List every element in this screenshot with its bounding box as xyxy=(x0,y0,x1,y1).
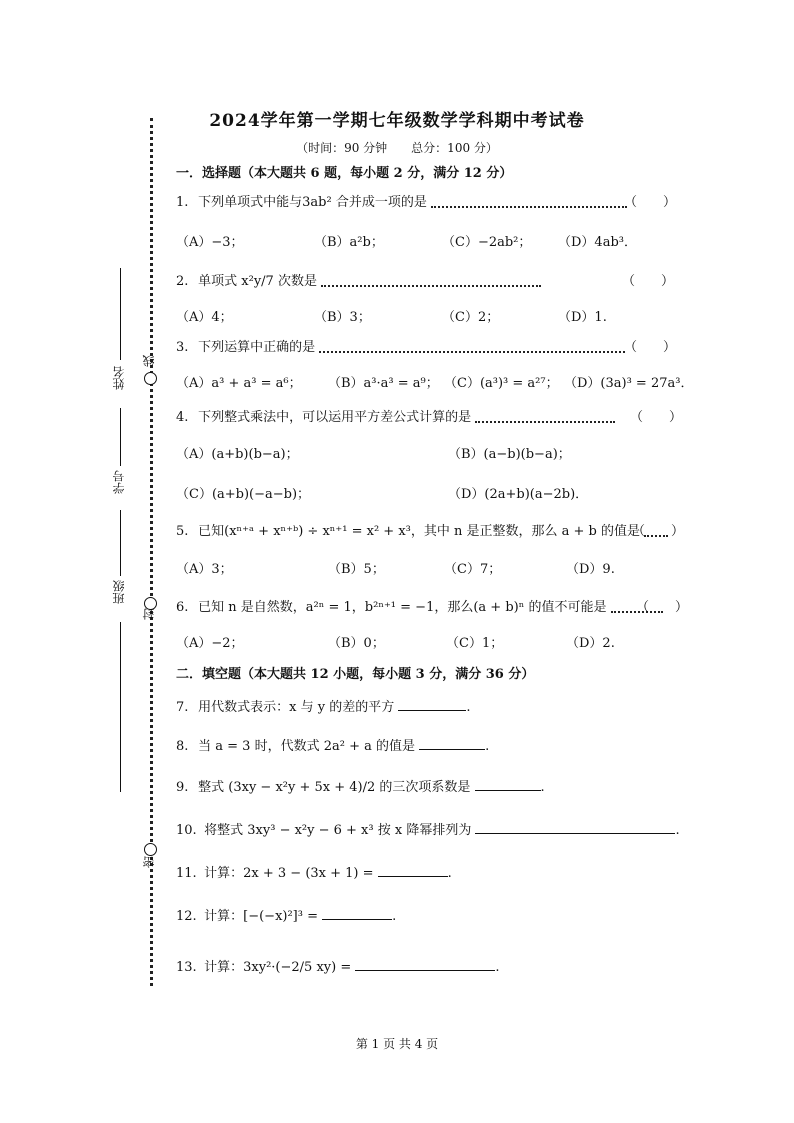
question-text: 已知(xⁿ⁺ᵃ + xⁿ⁺ᵇ) ÷ xⁿ⁺¹ = x² + x³，其中 n 是正整数，那么 a + b 的值是 xyxy=(198,524,641,539)
question-number: 4. xyxy=(176,410,189,425)
question-number: 13. xyxy=(176,960,197,975)
question-2 xyxy=(176,270,541,289)
option-a[interactable]: （A）3； xyxy=(176,562,233,577)
question-number: 2. xyxy=(176,274,189,289)
answer-blank[interactable] xyxy=(475,776,541,791)
answer-bracket[interactable]: （ ） xyxy=(624,195,677,210)
answer-blank[interactable] xyxy=(398,696,466,711)
answer-blank[interactable] xyxy=(475,819,675,834)
class-label: 班级 xyxy=(112,580,126,604)
question-number: 10. xyxy=(176,823,197,838)
option-a[interactable]: （A）a³ + a³ = a⁶； xyxy=(176,376,302,391)
option-c[interactable]: （C）(a+b)(−a−b)； xyxy=(176,487,311,502)
question-9: 9. 整式 (3xy − x²y + 5x + 4)/2 的三次项系数是 . xyxy=(176,776,545,795)
option-c[interactable]: （C）(a³)³ = a²⁷； xyxy=(444,376,559,391)
question-number: 9. xyxy=(176,780,189,795)
answer-bracket[interactable]: （ ） xyxy=(632,524,685,539)
answer-bracket[interactable]: （ ） xyxy=(622,274,675,289)
question-text: 整式 (3xy − x²y + 5x + 4)/2 的三次项系数是 xyxy=(198,780,471,795)
question-text: 下列单项式中能与3ab² 合并成一项的是 xyxy=(198,195,427,210)
question-number: 8. xyxy=(176,739,189,754)
seal-xian-text: 线 xyxy=(142,355,156,367)
leader-dots xyxy=(475,413,615,423)
question-number: 11. xyxy=(176,866,197,881)
question-11: 11. 计算：2x + 3 − (3x + 1) = . xyxy=(176,862,452,881)
binding-ring xyxy=(144,372,157,385)
option-d[interactable]: （D）(3a)³ = 27a³． xyxy=(564,376,694,391)
question-1 xyxy=(176,191,627,210)
option-d[interactable]: （D）9. xyxy=(566,562,615,577)
leader-dots xyxy=(431,198,627,208)
page-number: 第 1 页 共 4 页 xyxy=(355,1037,439,1051)
answer-blank[interactable] xyxy=(378,862,448,877)
question-text: 下列整式乘法中，可以运用平方差公式计算的是 xyxy=(198,410,472,425)
option-b[interactable]: （B）(a−b)(b−a)； xyxy=(448,447,571,462)
question-13: 13. 计算：3xy²·(−2/5 xy) = . xyxy=(176,956,500,975)
answer-blank[interactable] xyxy=(419,735,485,750)
seal-mi-text: 密 xyxy=(142,856,156,868)
answer-bracket[interactable]: （ ） xyxy=(636,600,689,615)
student-id-field-line[interactable] xyxy=(120,408,121,466)
question-5 xyxy=(176,520,668,539)
option-b[interactable]: （B）3； xyxy=(314,310,371,325)
option-d[interactable]: （D）1. xyxy=(558,310,607,325)
question-text: 计算：[−(−x)²]³ = xyxy=(204,909,318,924)
question-text: 计算：2x + 3 − (3x + 1) = xyxy=(204,866,374,881)
option-b[interactable]: （B）0； xyxy=(328,636,385,651)
question-text: 将整式 3xy³ − x²y − 6 + x³ 按 x 降幂排列为 xyxy=(204,823,472,838)
option-d[interactable]: （D）4ab³． xyxy=(558,235,637,250)
question-text: 已知 n 是自然数，a²ⁿ = 1，b²ⁿ⁺¹ = −1，那么(a + b)ⁿ 的值不可能是 xyxy=(198,600,607,615)
question-text: 下列运算中正确的是 xyxy=(198,340,316,355)
option-c[interactable]: （C）−2ab²； xyxy=(442,235,532,250)
answer-blank[interactable] xyxy=(322,905,392,920)
name-field-line[interactable] xyxy=(120,268,121,360)
exam-title: 2024学年第一学期七年级数学学科期中考试卷 xyxy=(209,111,585,131)
option-c[interactable]: （C）7； xyxy=(444,562,502,577)
question-number: 3. xyxy=(176,340,189,355)
question-8: 8. 当 a = 3 时，代数式 2a² + a 的值是 . xyxy=(176,735,489,754)
section-title: 一．选择题（本大题共 6 题，每小题 2 分，满分 12 分） xyxy=(176,166,513,181)
option-b[interactable]: （B）a³·a³ = a⁹； xyxy=(328,376,439,391)
question-4 xyxy=(176,406,615,425)
seal-feng-text: 封 xyxy=(142,608,156,620)
option-a[interactable]: （A）4； xyxy=(176,310,233,325)
question-text: 计算：3xy²·(−2/5 xy) = xyxy=(204,960,352,975)
question-12: 12. 计算：[−(−x)²]³ = . xyxy=(176,905,396,924)
option-c[interactable]: （C）1； xyxy=(446,636,504,651)
leader-dots xyxy=(321,277,541,287)
answer-blank[interactable] xyxy=(355,956,495,971)
option-a[interactable]: （A）(a+b)(b−a)； xyxy=(176,447,299,462)
question-number: 7. xyxy=(176,700,189,715)
question-text: 用代数式表示：x 与 y 的差的平方 xyxy=(198,700,395,715)
question-number: 1. xyxy=(176,195,189,210)
question-6 xyxy=(176,596,663,615)
leader-dots xyxy=(319,343,625,353)
option-d[interactable]: （D）2. xyxy=(566,636,615,651)
question-number: 12. xyxy=(176,909,197,924)
option-a[interactable]: （A）−3； xyxy=(176,235,244,250)
answer-bracket[interactable]: （ ） xyxy=(624,340,677,355)
question-text: 单项式 x²y/7 次数是 xyxy=(198,274,317,289)
answer-bracket[interactable]: （ ） xyxy=(630,410,683,425)
option-c[interactable]: （C）2； xyxy=(442,310,500,325)
question-number: 5. xyxy=(176,524,189,539)
option-a[interactable]: （A）−2； xyxy=(176,636,244,651)
class-field-line[interactable] xyxy=(120,510,121,576)
question-text: 当 a = 3 时，代数式 2a² + a 的值是 xyxy=(198,739,415,754)
section-title: 二．填空题（本大题共 12 小题，每小题 3 分，满分 36 分） xyxy=(176,667,535,682)
name-label: 姓名 xyxy=(112,366,126,390)
seat-field-line[interactable] xyxy=(120,622,121,792)
question-10: 10. 将整式 3xy³ − x²y − 6 + x³ 按 x 降幂排列为 . xyxy=(176,819,680,838)
exam-subtitle: （时间：90 分钟 总分：100 分） xyxy=(296,141,498,155)
student-id-label: 学号 xyxy=(112,470,126,494)
binding-ring xyxy=(144,843,157,856)
question-3 xyxy=(176,336,625,355)
option-b[interactable]: （B）a²b； xyxy=(314,235,384,250)
option-b[interactable]: （B）5； xyxy=(328,562,385,577)
option-d[interactable]: （D）(2a+b)(a−2b)． xyxy=(448,487,589,502)
question-7: 7. 用代数式表示：x 与 y 的差的平方 . xyxy=(176,696,471,715)
question-number: 6. xyxy=(176,600,189,615)
